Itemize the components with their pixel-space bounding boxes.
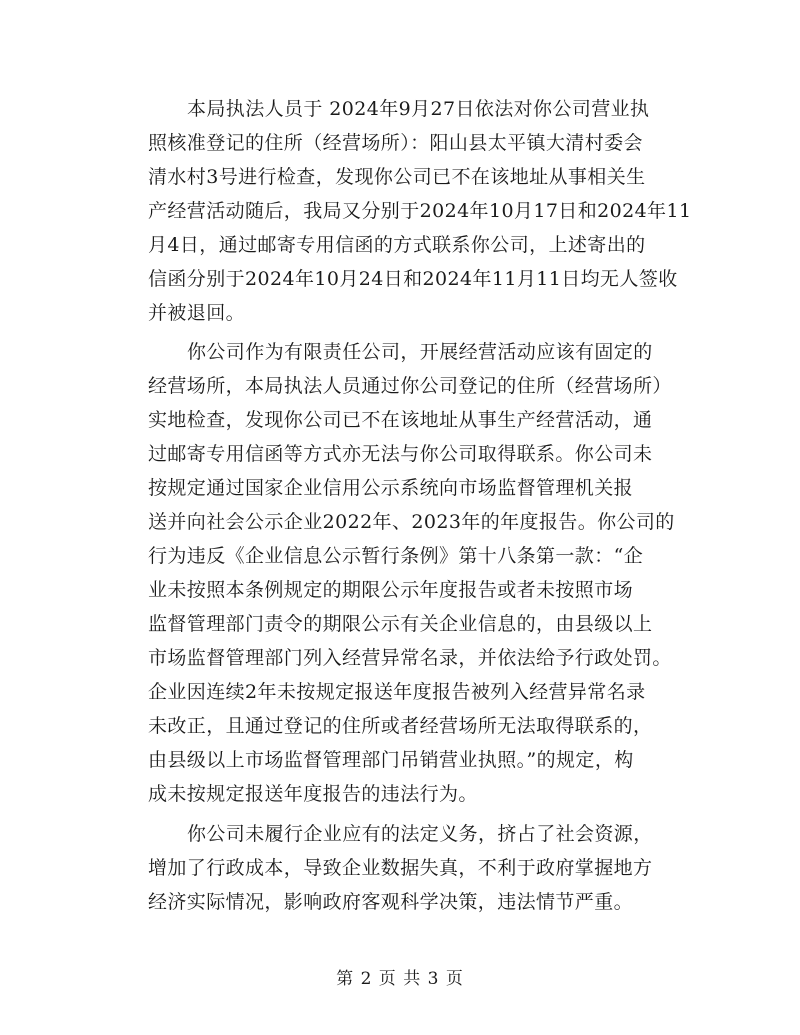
paragraph-2-line-4: 过邮寄专用信函等方式亦无法与你公司取得联系。你公司未	[148, 443, 653, 465]
paragraph-2-line-7: 行为违反《企业信息公示暂行条例》第十八条第一款：“企	[148, 545, 644, 567]
paragraph-3-line-3: 经济实际情况，影响政府客观科学决策，违法情节严重。	[148, 891, 634, 913]
paragraph-2-line-9: 监督管理部门责令的期限公示有关企业信息的，由县级以上	[148, 613, 653, 635]
paragraph-2-line-10: 市场监督管理部门列入经营异常名录，并依法给予行政处罚。	[148, 647, 672, 669]
paragraph-1-line-1: 本局执法人员于 2024年9月27日依法对你公司营业执	[187, 98, 650, 120]
paragraph-1-line-2: 照核准登记的住所（经营场所）：阳山县太平镇大清村委会	[148, 132, 643, 154]
paragraph-2-line-5: 按规定通过国家企业信用公示系统向市场监督管理机关报	[148, 477, 634, 499]
paragraph-3-line-1: 你公司未履行企业应有的法定义务，挤占了社会资源，	[187, 823, 653, 845]
paragraph-2-line-12: 未改正，且通过登记的住所或者经营场所无法取得联系的，	[148, 715, 653, 737]
paragraph-2-line-3: 实地检查，发现你公司已不在该地址从事生产经营活动，通	[148, 409, 653, 431]
paragraph-1-line-3: 清水村3号进行检查，发现你公司已不在该地址从事相关生	[148, 166, 646, 188]
paragraph-1-line-7: 并被退回。	[148, 302, 246, 324]
paragraph-2-line-2: 经营场所，本局执法人员通过你公司登记的住所（经营场所）	[148, 375, 672, 397]
paragraph-1-line-5: 月4日，通过邮寄专用信函的方式联系你公司，上述寄出的	[148, 234, 646, 256]
paragraph-3-line-2: 增加了行政成本，导致企业数据失真，不利于政府掌握地方	[148, 857, 653, 879]
paragraph-2-line-8: 业未按照本条例规定的期限公示年度报告或者未按照市场	[148, 579, 634, 601]
page-number-footer: 第 2 页 共 3 页	[336, 969, 464, 989]
paragraph-2-line-1: 你公司作为有限责任公司，开展经营活动应该有固定的	[187, 341, 653, 363]
paragraph-1-line-4: 产经营活动随后，我局又分别于2024年10月17日和2024年11	[148, 200, 692, 222]
paragraph-2-line-13: 由县级以上市场监督管理部门吊销营业执照。”的规定，构	[148, 749, 634, 771]
paragraph-2-line-11: 企业因连续2年未按规定报送年度报告被列入经营异常名录	[148, 681, 646, 703]
paragraph-1-line-6: 信函分别于2024年10月24日和2024年11月11日均无人签收	[148, 268, 678, 290]
paragraph-2-line-6: 送并向社会公示企业2022年、2023年的年度报告。你公司的	[148, 511, 675, 533]
paragraph-2-line-14: 成未按规定报送年度报告的违法行为。	[148, 783, 478, 805]
